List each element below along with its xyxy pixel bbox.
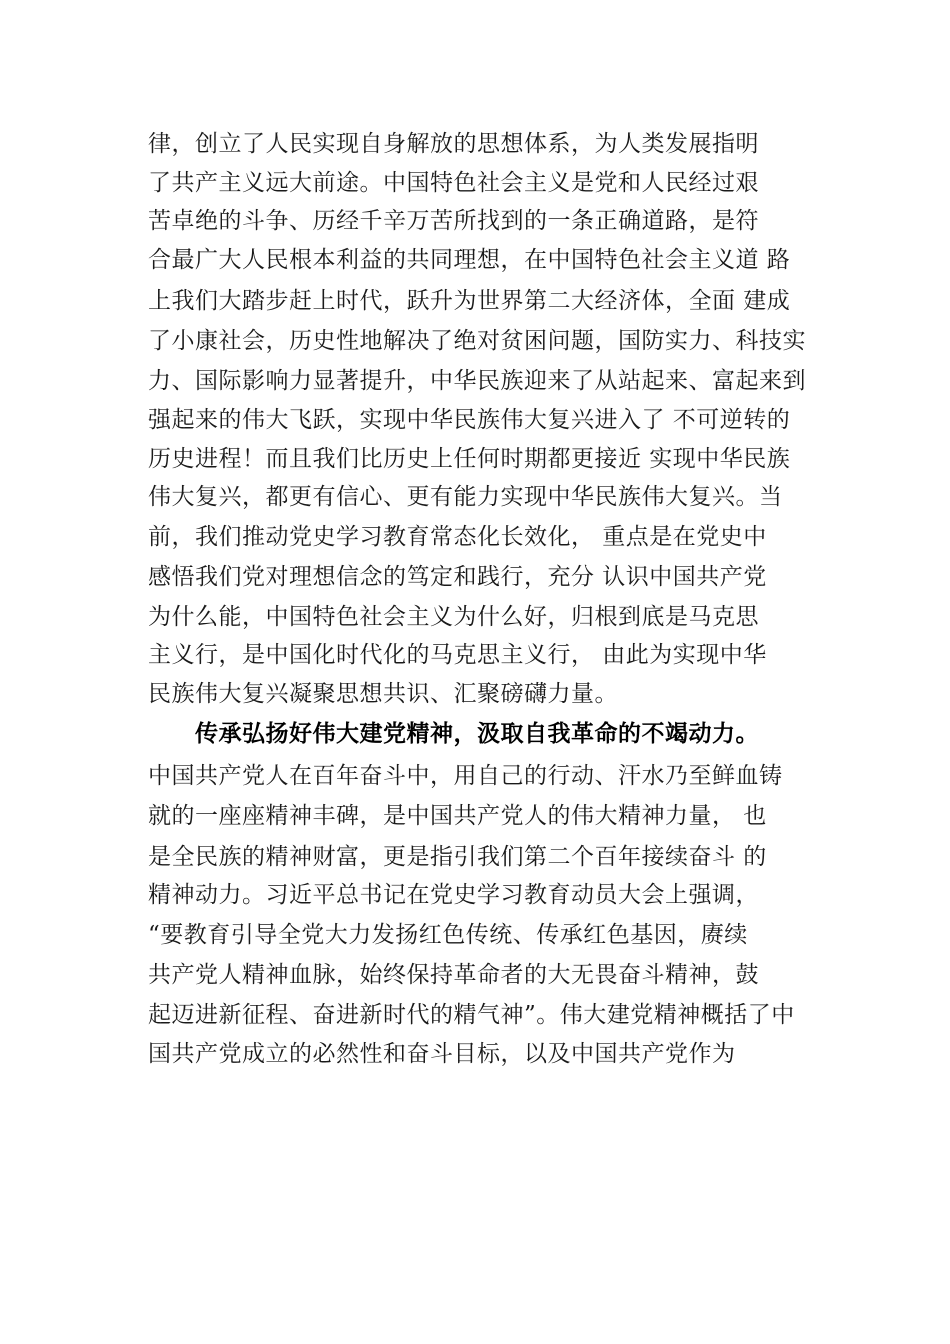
paragraph-1-line-13: 为什么能，中国特色社会主义为什么好，归根到底是马克思 xyxy=(148,604,759,630)
paragraph-2-line-6: 共产党人精神血脉，始终保持革命者的大无畏奋斗精神，鼓 xyxy=(148,962,759,988)
paragraph-1-line-11: 前，我们推动党史学习教育常态化长效化， 重点是在党史中 xyxy=(148,524,767,550)
section-heading: 传承弘扬好伟大建党精神，汲取自我革命的不竭动力。 xyxy=(195,720,759,747)
paragraph-2-line-4: 精神动力。习近平总书记在党史学习教育动员大会上强调， xyxy=(148,882,759,908)
paragraph-1-line-5: 上我们大踏步赶上时代，跃升为世界第二大经济体，全面 建成 xyxy=(148,288,791,314)
paragraph-1-line-8: 强起来的伟大飞跃，实现中华民族伟大复兴进入了 不可逆转的 xyxy=(148,407,791,433)
paragraph-1-line-15: 民族伟大复兴凝聚思想共识、汇聚磅礴力量。 xyxy=(148,681,618,707)
paragraph-1-line-14: 主义行，是中国化时代化的马克思主义行， 由此为实现中华 xyxy=(148,642,767,668)
paragraph-1-line-3: 苦卓绝的斗争、历经千辛万苦所找到的一条正确道路，是符 xyxy=(148,208,759,234)
paragraph-1-line-12: 感悟我们党对理想信念的笃定和践行，充分 认识中国共产党 xyxy=(148,564,767,590)
paragraph-1-line-6: 了小康社会，历史性地解决了绝对贫困问题，国防实力、科技实 xyxy=(148,328,806,354)
paragraph-2-line-1: 中国共产党人在百年奋斗中，用自己的行动、汗水乃至鲜血铸 xyxy=(148,763,783,789)
paragraph-1-line-10: 伟大复兴，都更有信心、更有能力实现中华民族伟大复兴。当 xyxy=(148,484,783,510)
paragraph-2-line-2: 就的一座座精神丰碑，是中国共产党人的伟大精神力量， 也 xyxy=(148,803,767,829)
paragraph-1-line-1: 律，创立了人民实现自身解放的思想体系，为人类发展指明 xyxy=(148,131,759,157)
paragraph-1-line-9: 历史进程！而且我们比历史上任何时期都更接近 实现中华民族 xyxy=(148,446,791,472)
paragraph-2-line-3: 是全民族的精神财富，更是指引我们第二个百年接续奋斗 的 xyxy=(148,844,767,870)
paragraph-2-line-5: “要教育引导全党大力发扬红色传统、传承红色基因，赓续 xyxy=(148,922,748,948)
paragraph-1-line-4: 合最广大人民根本利益的共同理想，在中国特色社会主义道 路 xyxy=(148,247,791,273)
paragraph-1-line-2: 了共产主义远大前途。中国特色社会主义是党和人民经过艰 xyxy=(148,170,759,196)
paragraph-2-line-8: 国共产党成立的必然性和奋斗目标，以及中国共产党作为 xyxy=(148,1041,736,1067)
paragraph-1-line-7: 力、国际影响力显著提升，中华民族迎来了从站起来、富起来到 xyxy=(148,368,806,394)
paragraph-2-line-7: 起迈进新征程、奋进新时代的精气神”。伟大建党精神概括了中 xyxy=(148,1002,795,1028)
